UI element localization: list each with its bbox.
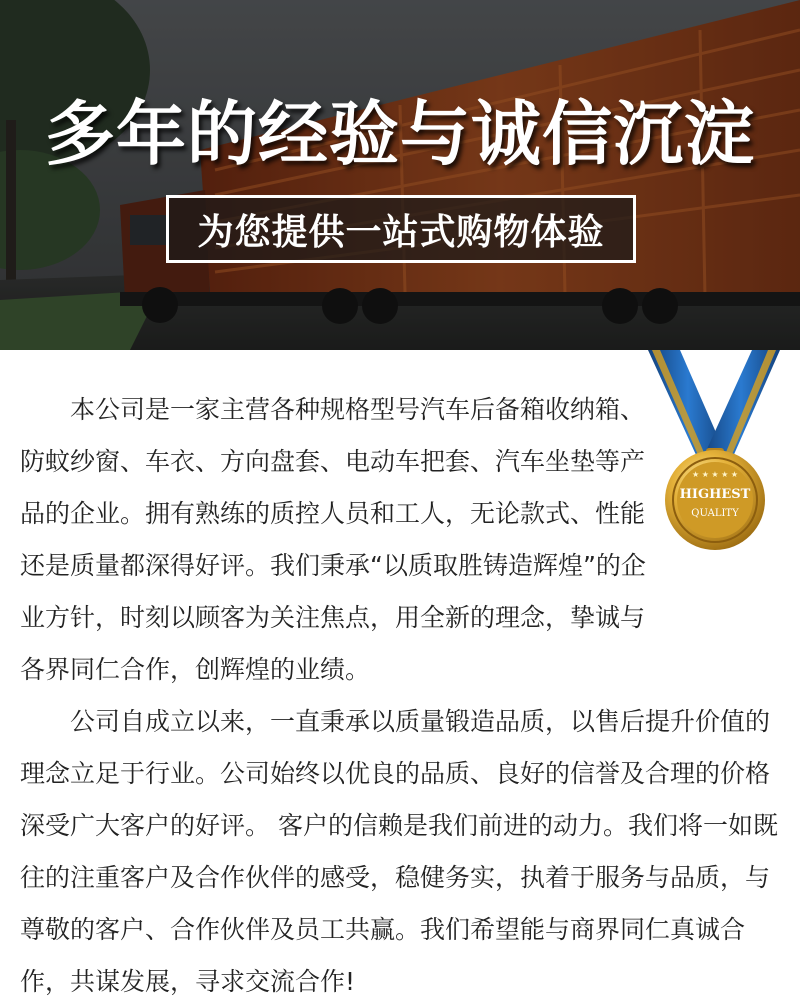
intro-paragraph-2: 公司自成立以来，一直秉承以质量锻造品质，以售后提升价值的理念立足于行业。公司始终以优良的品质、良好的信誉及合理的价格深受广大客户的好评。 客户的信赖是我们前进的动力。我们将一如既往的注重客户及合作伙伴的感受，稳健务实，执着于服务与品质，与尊敬的客户、合作伙伴及员工共赢。我们希望能与商界同仁真诚合作，共谋发展，寻求交流合作! bbox=[20, 707, 778, 996]
hero-title: 多年的经验与诚信沉淀 bbox=[45, 93, 755, 175]
medal-line2: QUALITY bbox=[691, 508, 739, 519]
intro-paragraph-1: 本公司是一家主营各种规格型号汽车后备箱收纳箱、防蚊纱窗、车衣、方向盘套、电动车把套、汽车坐垫等产品的企业。拥有熟练的质控人员和工人，无论款式、性能还是质量都深得好评。我们秉承“以质取胜铸造辉煌”的企业方针，时刻以顾客为关注焦点，用全新的理念，挚诚与各界同仁合作，创辉煌的业绩。 bbox=[20, 395, 646, 684]
hero-subtitle: 为您提供一站式购物体验 bbox=[197, 211, 605, 253]
medal-line1: HIGHEST bbox=[679, 487, 751, 502]
hero-subtitle-box bbox=[166, 195, 636, 263]
svg-text:★ ★ ★ ★ ★: ★ ★ ★ ★ ★ bbox=[691, 470, 739, 479]
company-intro bbox=[20, 384, 780, 1008]
hero-banner bbox=[0, 0, 800, 350]
